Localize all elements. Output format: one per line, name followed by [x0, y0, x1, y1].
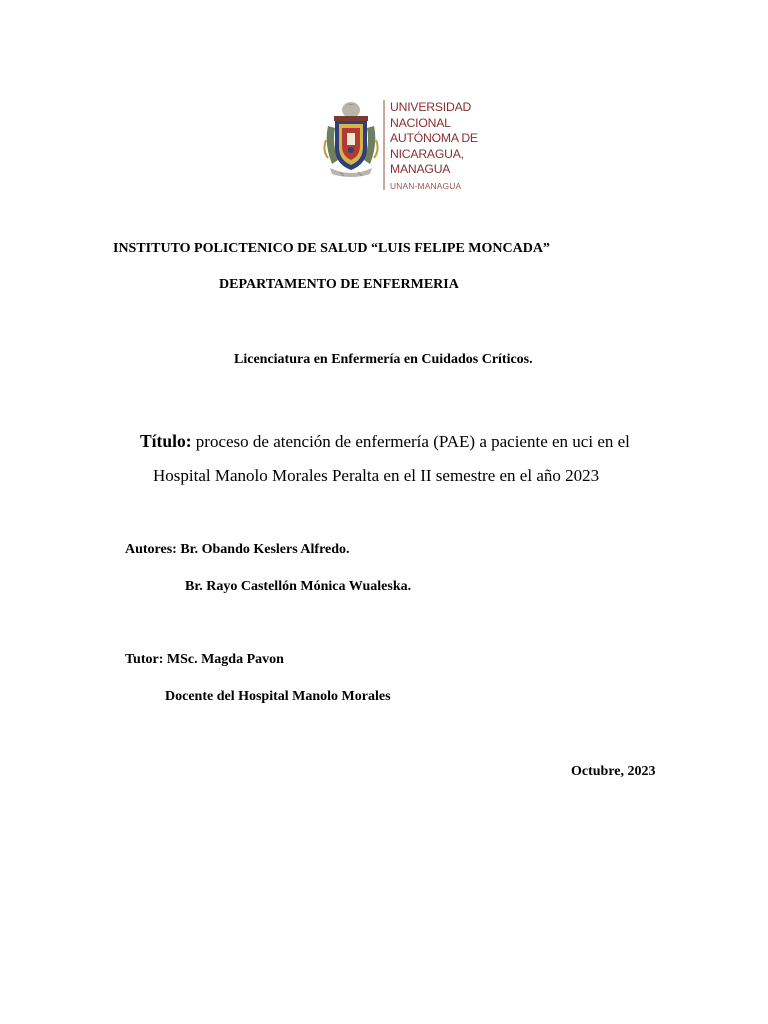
degree-name: Licenciatura en Enfermería en Cuidados Críticos.	[234, 352, 533, 367]
title-line-2: Hospital Manolo Morales Peralta en el II semestre en el año 2023	[153, 466, 600, 485]
logo-line: AUTÓNOMA DE	[390, 131, 478, 146]
authors-line-1: Autores: Br. Obando Keslers Alfredo.	[125, 542, 350, 557]
title-label: Título:	[140, 431, 192, 451]
logo-line: MANAGUA	[390, 162, 451, 177]
logo-line: NACIONAL	[390, 115, 451, 130]
university-logo	[322, 98, 482, 194]
department-name: DEPARTAMENTO DE ENFERMERIA	[219, 277, 459, 292]
university-seal-icon	[322, 100, 380, 178]
title-line-1	[140, 424, 700, 459]
logo-wordmark	[390, 100, 490, 192]
tutor-line-1: Tutor: MSc. Magda Pavon	[125, 652, 284, 667]
title-text-1: proceso de atención de enfermería (PAE) a paciente en uci en el	[191, 432, 630, 451]
tutor-line-2: Docente del Hospital Manolo Morales	[165, 689, 391, 704]
authors-line-2: Br. Rayo Castellón Mónica Wualeska.	[185, 579, 412, 594]
logo-subline: UNAN-MANAGUA	[390, 180, 462, 191]
logo-line: UNIVERSIDAD	[390, 100, 472, 114]
logo-line: NICARAGUA,	[390, 146, 464, 161]
institute-name: INSTITUTO POLICTENICO DE SALUD “LUIS FELIPE MONCADA”	[113, 241, 550, 256]
thesis-title	[140, 424, 700, 493]
document-date: Octubre, 2023	[571, 764, 656, 779]
logo-divider	[383, 100, 385, 190]
